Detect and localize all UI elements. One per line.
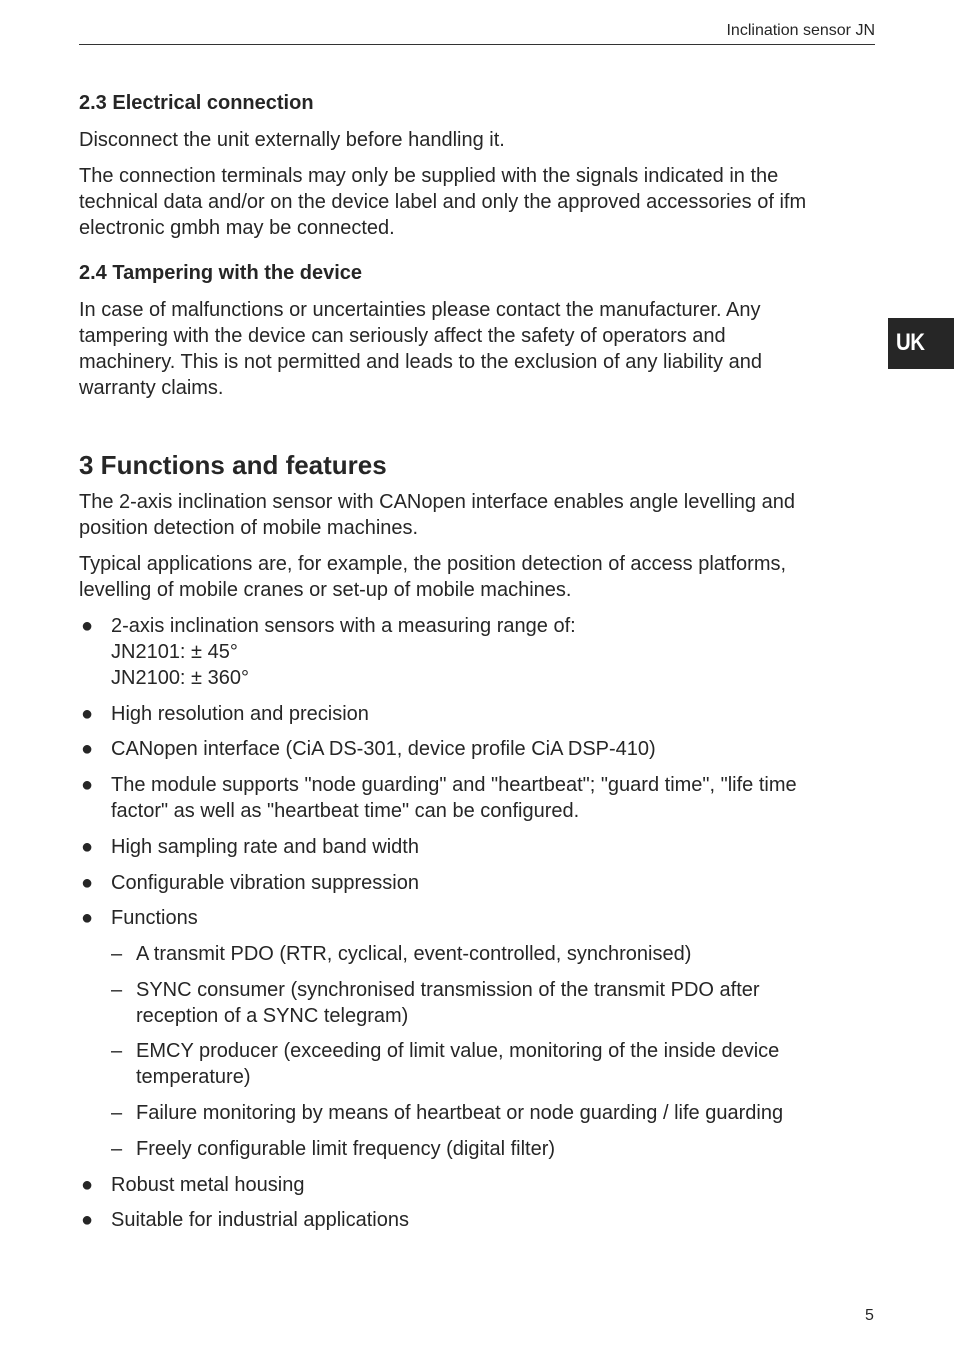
dash-icon: – [111,1138,123,1160]
section-3-heading: 3 Functions and features [79,450,387,480]
bullet-icon: ● [81,774,94,796]
list-item-text: 2-axis inclination sensors with a measuring range of: [111,615,576,637]
bullet-icon: ● [81,615,94,637]
section-2-3-paragraph-2-line-3: electronic gmbh may be connected. [79,217,395,239]
section-2-4-heading: 2.4 Tampering with the device [79,262,363,284]
sub-list-item-text: Freely configurable limit frequency (digital filter) [136,1138,556,1160]
bullet-icon: ● [81,836,94,858]
header-title: Inclination sensor JN [726,22,875,39]
sub-list-item-text: Failure monitoring by means of heartbeat or node guarding / life guarding [136,1102,784,1124]
bullet-icon: ● [81,1174,94,1196]
list-item-text: Suitable for industrial applications [111,1209,409,1231]
list-item-text: Functions [111,907,198,929]
dash-icon: – [111,943,123,965]
sub-list-item-text: SYNC consumer (synchronised transmission of the transmit PDO after [136,979,760,1001]
list-item-text: Robust metal housing [111,1174,305,1196]
section-2-4-paragraph-line-4: warranty claims. [79,377,224,399]
list-item-text: CANopen interface (CiA DS-301, device profile CiA DSP-410) [111,738,656,760]
section-3-paragraph-1-line-1: The 2-axis inclination sensor with CANopen interface enables angle levelling and [79,491,795,513]
list-item-text: High sampling rate and band width [111,836,419,858]
list-item-text: factor" as well as "heartbeat time" can be configured. [111,800,580,822]
bullet-icon: ● [81,703,94,725]
section-2-3-paragraph-2-line-1: The connection terminals may only be supplied with the signals indicated in the [79,165,779,187]
section-3-paragraph-2-line-1: Typical applications are, for example, the position detection of access platforms, [79,553,787,575]
list-item-text: JN2100: ± 360° [111,667,249,689]
section-2-4-paragraph-line-3: machinery. This is not permitted and leads to the exclusion of any liability and [79,351,762,373]
list-item-text: High resolution and precision [111,703,369,725]
list-item-text: JN2101: ± 45° [111,641,238,663]
dash-icon: – [111,1102,123,1124]
bullet-icon: ● [81,907,94,929]
sub-list-item-text: EMCY producer (exceeding of limit value, monitoring of the inside device [136,1040,780,1062]
sub-list-item-text: A transmit PDO (RTR, cyclical, event-controlled, synchronised) [136,943,692,965]
bullet-icon: ● [81,872,94,894]
section-2-3-paragraph-2-line-2: technical data and/or on the device label and only the approved accessories of ifm [79,191,807,213]
sub-list-item-text: reception of a SYNC telegram) [136,1005,409,1027]
section-3-paragraph-2-line-2: levelling of mobile cranes or set-up of mobile machines. [79,579,572,601]
dash-icon: – [111,1040,123,1062]
page-number: 5 [865,1307,874,1324]
bullet-icon: ● [81,1209,94,1231]
list-item-text: The module supports "node guarding" and "heartbeat"; "guard time", "life time [111,774,797,796]
dash-icon: – [111,979,123,1001]
section-2-3-paragraph-1: Disconnect the unit externally before handling it. [79,129,505,151]
bullet-icon: ● [81,738,94,760]
section-2-4-paragraph-line-2: tampering with the device can seriously affect the safety of operators and [79,325,726,347]
language-tab [888,318,954,369]
section-2-3-heading: 2.3 Electrical connection [79,92,314,114]
sub-list-item-text: temperature) [136,1066,251,1088]
list-item-text: Configurable vibration suppression [111,872,419,894]
language-tab-label: UK [896,329,925,356]
section-2-4-paragraph-line-1: In case of malfunctions or uncertainties please contact the manufacturer. Any [79,299,761,321]
page-header [79,20,875,45]
section-3-paragraph-1-line-2: position detection of mobile machines. [79,517,419,539]
